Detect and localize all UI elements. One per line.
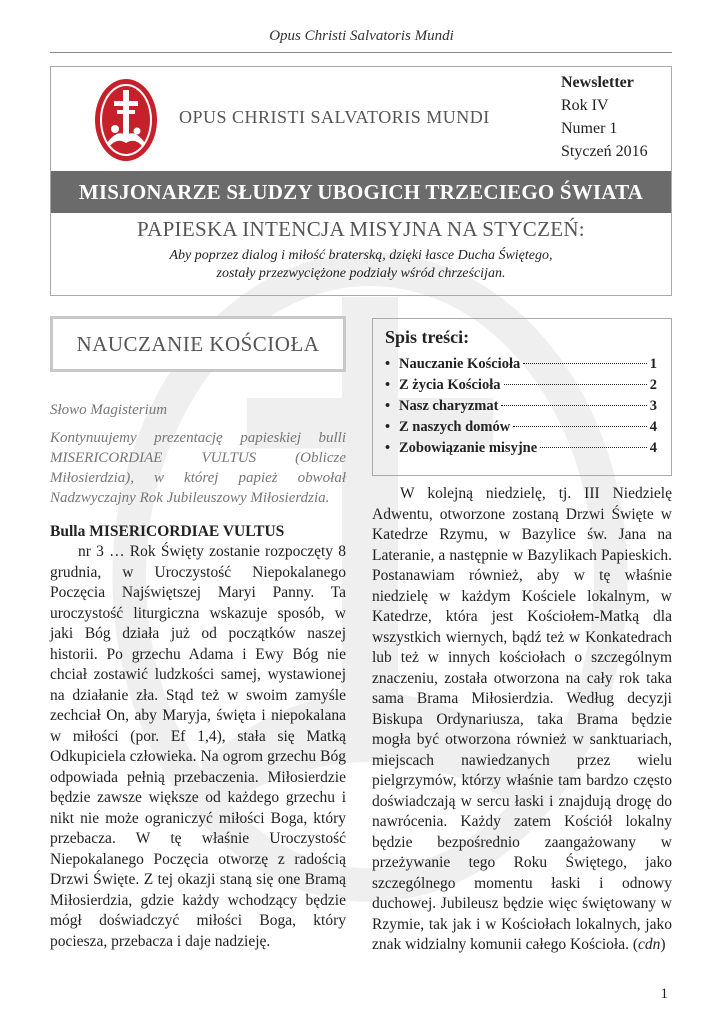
article-paragraph <box>372 484 672 956</box>
toc-item-label: • Nasz charyzmat <box>399 398 499 414</box>
article-paragraph: nr 3 … Rok Święty zostanie rozpoczęty 8 grudnia, w Uroczystość Niepokalanego Poczęcia Najświętszej Maryi Panny. Ta uroczystość liturgiczna wskazuje sposób, w jaki Bóg działa już od początków naszej historii. Po grzechu Adama i Ewy Bóg nie chciał zostawić ludzkości samej, wystawionej na działanie zła. Stąd też w swoim zamyśle zechciał On, aby Maryja, święta i niepokalana w miłości (por. Ef 1,4), stała się Matką Odkupiciela człowieka. Na ogrom grzechu Bóg odpowiada pełnią przebaczenia. Miłosierdzie będzie zawsze większe od każdego grzechu i nikt nie może ograniczyć miłości Boga, który przebacza. W tę właśnie Uroczystość Niepokalanego Poczęcia otworzę z radością Drzwi Święte. Z tej okazji staną się one Bramą Miłosierdzia, gdzie każdy wchodzący będzie mógł doświadczyć miłości Boga, który pociesza, przebacza i daje nadzieję. <box>50 543 346 950</box>
article-subhead: Bulla MISERICORDIAE VULTUS <box>50 523 285 540</box>
intention-line: Aby poprzez dialog i miłość braterską, dzięki łasce Ducha Świętego, <box>169 248 553 263</box>
toc-item-label: • Zobowiązanie misyjne <box>399 440 538 456</box>
toc-item[interactable] <box>385 396 657 417</box>
toc-item-label: • Z naszych domów <box>399 419 511 435</box>
banner-title: MISJONARZE SŁUDZY UBOGICH TRZECIEGO ŚWIATA <box>51 171 671 213</box>
article-paragraph-close: ) <box>660 936 666 953</box>
section-title-box <box>50 316 346 372</box>
toc-item-label: • Nauczanie Kościoła <box>399 356 521 372</box>
intention-line: zostały przezwyciężone podziały wśród chrześcijan. <box>216 266 506 281</box>
article-intro <box>50 400 346 508</box>
table-of-contents <box>372 318 672 476</box>
toc-item-label: • Z życia Kościoła <box>399 377 501 393</box>
article-kicker: Słowo Magisterium <box>50 402 168 418</box>
intention-title: PAPIESKA INTENCJA MISYJNA NA STYCZEŃ: <box>137 217 585 241</box>
left-column <box>50 400 346 952</box>
issue-info <box>561 71 648 163</box>
society-logo-icon <box>93 77 159 163</box>
toc-item[interactable] <box>385 354 657 375</box>
toc-item-page: 2 <box>649 377 657 393</box>
toc-item[interactable] <box>385 375 657 396</box>
article-paragraph-text: W kolejną niedzielę, tj. III Niedzielę Adwentu, otworzone zostaną Drzwi Święte w Katedrze Rzymu, w Bazylice św. Jana na Lateranie, a następnie w Bazylikach Papieskich. Postanawiam również, aby w tę właśnie niedzielę w każdym Kościele lokalnym, w Katedrze, która jest Kościołem-Matką dla wszystkich wiernych, bądź też w Konkatedrach lub też w innych kościołach o szczególnym znaczeniu, została otworzona na cały rok taka sama Brama Miłosierdzia. Według decyzji Biskupa Ordynariusza, taka Brama będzie mogła być otworzona również w sanktuariach, miejscach nawiedzanych przez wielu pielgrzymów, którzy właśnie tam bardzo często doświadczają w sercu łaski i znajdują drogę do nawrócenia. Każdy zatem Kościół lokalny będzie bezpośrednio zaangażowany w przeżywanie tego Roku Świętego, jako szczególnego momentu łaski i odnowy duchowej. Jubileusz będzie więc świętowany w Rzymie, tak jak i w Kościołach lokalnych, jako znak widzialny komunii całego Kościoła. ( <box>372 485 672 953</box>
intention-text <box>51 247 671 283</box>
right-column <box>372 484 672 956</box>
issue-date: Styczeń 2016 <box>561 143 648 160</box>
issue-type: Newsletter <box>561 74 634 91</box>
article-intro-text: Kontynuujemy prezentację papieskiej bulli MISERICORDIAE VULTUS (Oblicze Miłosierdzia), w której papież obwołał Nadzwyczajny Rok Jubileuszowy Miłosierdzia. <box>50 430 346 506</box>
toc-item[interactable] <box>385 438 657 459</box>
toc-title: Spis treści: <box>385 327 470 347</box>
issue-number: Numer 1 <box>561 120 618 137</box>
toc-item[interactable] <box>385 417 657 438</box>
toc-item-page: 4 <box>649 440 657 456</box>
header-rule <box>50 52 672 53</box>
issue-year: Rok IV <box>561 97 609 114</box>
running-header: Opus Christi Salvatoris Mundi <box>269 28 454 44</box>
masthead <box>50 66 672 296</box>
toc-item-page: 4 <box>649 419 657 435</box>
section-title: NAUCZANIE KOŚCIOŁA <box>76 332 320 356</box>
organization-name: OPUS CHRISTI SALVATORIS MUNDI <box>179 107 490 127</box>
toc-item-page: 1 <box>649 356 657 372</box>
toc-item-page: 3 <box>649 398 657 414</box>
page-number: 1 <box>660 986 668 1002</box>
article-signature: cdn <box>638 936 661 953</box>
